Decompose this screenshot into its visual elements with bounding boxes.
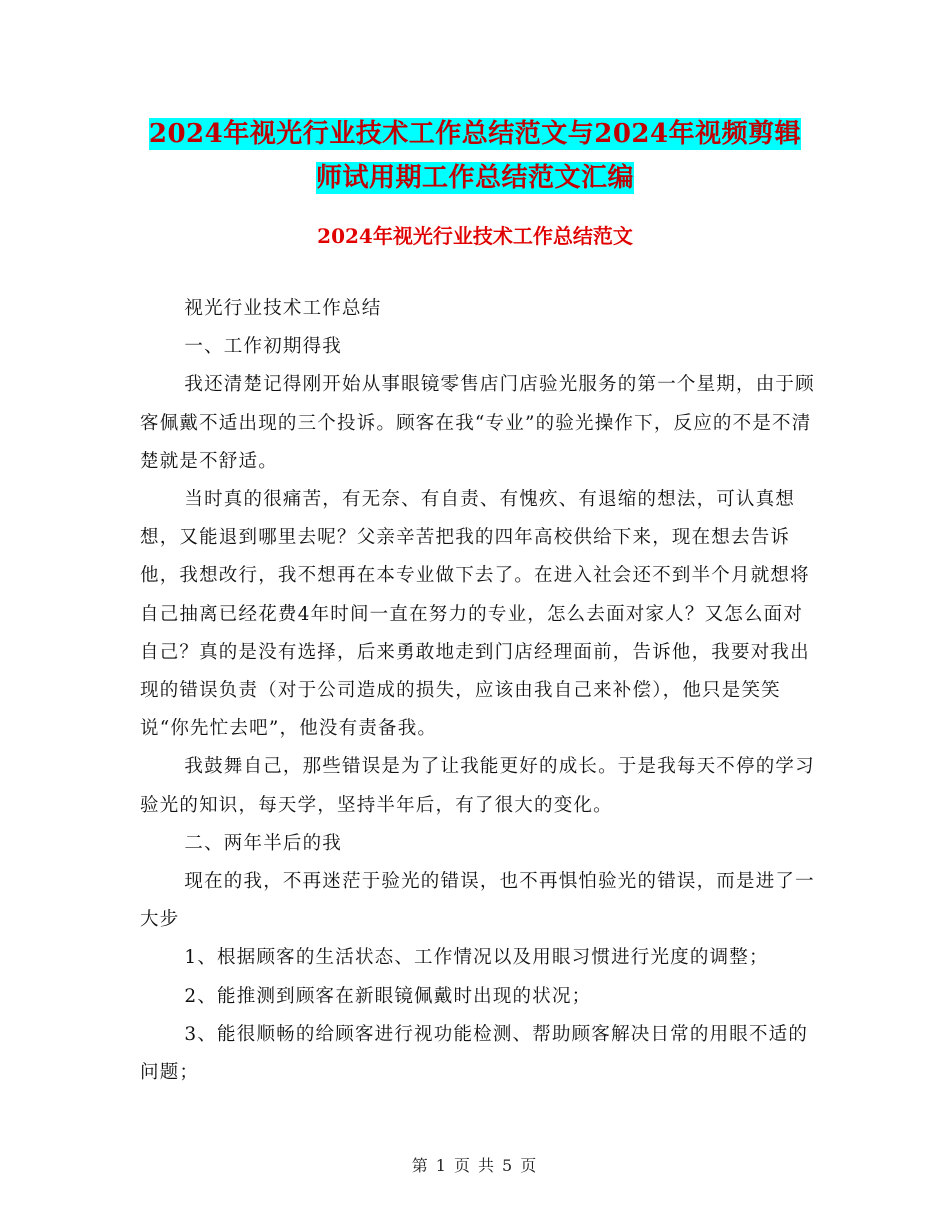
page-footer — [0, 1153, 950, 1176]
title-text-2: 师试用期工作总结范文汇编 — [315, 163, 634, 193]
paragraph: 我鼓舞自己，那些错误是为了让我能更好的成长。于是我每天不停的学习验光的知识，每天学，坚持半年后，有了很大的变化。 — [140, 756, 815, 816]
document-title-line-1 — [0, 113, 950, 150]
section-heading: 2024年视光行业技术工作总结范文 — [317, 224, 633, 248]
paragraph: 现在的我，不再迷茫于验光的错误，也不再惧怕验光的错误，而是进了一大步 — [140, 871, 815, 931]
paragraph: 当时真的很痛苦，有无奈、有自责、有愧疚、有退缩的想法，可认真想想，又能退到哪里去呢？父亲辛苦把我的四年高校供给下来，现在想去告诉他，我想改行，我不想再在本专业做下去了。在进入社会还不到半个月就想将自己抽离已经花费4年时间一直在努力的专业，怎么去面对家人？又怎么面对自己？真的是没有选择，后来勇敢地走到门店经理面前，告诉他，我要对我出现的错误负责（对于公司造成的损失，应该由我自己来补偿），他只是笑笑说“你先忙去吧”，他没有责备我。 — [140, 489, 810, 740]
document-title-line-2 — [0, 157, 950, 194]
paragraph: 一、工作初期得我 — [184, 336, 342, 358]
footer-total-pages: 5 — [502, 1156, 515, 1175]
footer-total-prefix: 共 — [478, 1156, 497, 1175]
paragraph: 我还清楚记得刚开始从事眼镜零售店门店验光服务的第一个星期，由于顾客佩戴不适出现的三个投诉。顾客在我“专业”的验光操作下，反应的不是不清楚就是不舒适。 — [140, 374, 815, 472]
title-text-1: 2024年视光行业技术工作总结范文与2024年视频剪辑 — [148, 119, 802, 149]
paragraph: 2、能推测到顾客在新眼镜佩戴时出现的状况； — [184, 985, 592, 1007]
footer-page-mid: 页 — [453, 1156, 472, 1175]
paragraph: 3、能很顺畅的给顾客进行视功能检测、帮助顾客解决日常的用眼不适的问题； — [140, 1023, 809, 1084]
footer-page-prefix: 第 — [411, 1156, 430, 1175]
document-body — [140, 290, 820, 1092]
paragraph: 1、根据顾客的生活状态、工作情况以及用眼习惯进行光度的调整； — [184, 947, 769, 969]
paragraph: 视光行业技术工作总结 — [184, 298, 382, 319]
paragraph: 二、两年半后的我 — [184, 832, 342, 854]
footer-page-number: 1 — [435, 1156, 448, 1175]
footer-page-suffix: 页 — [520, 1156, 539, 1175]
